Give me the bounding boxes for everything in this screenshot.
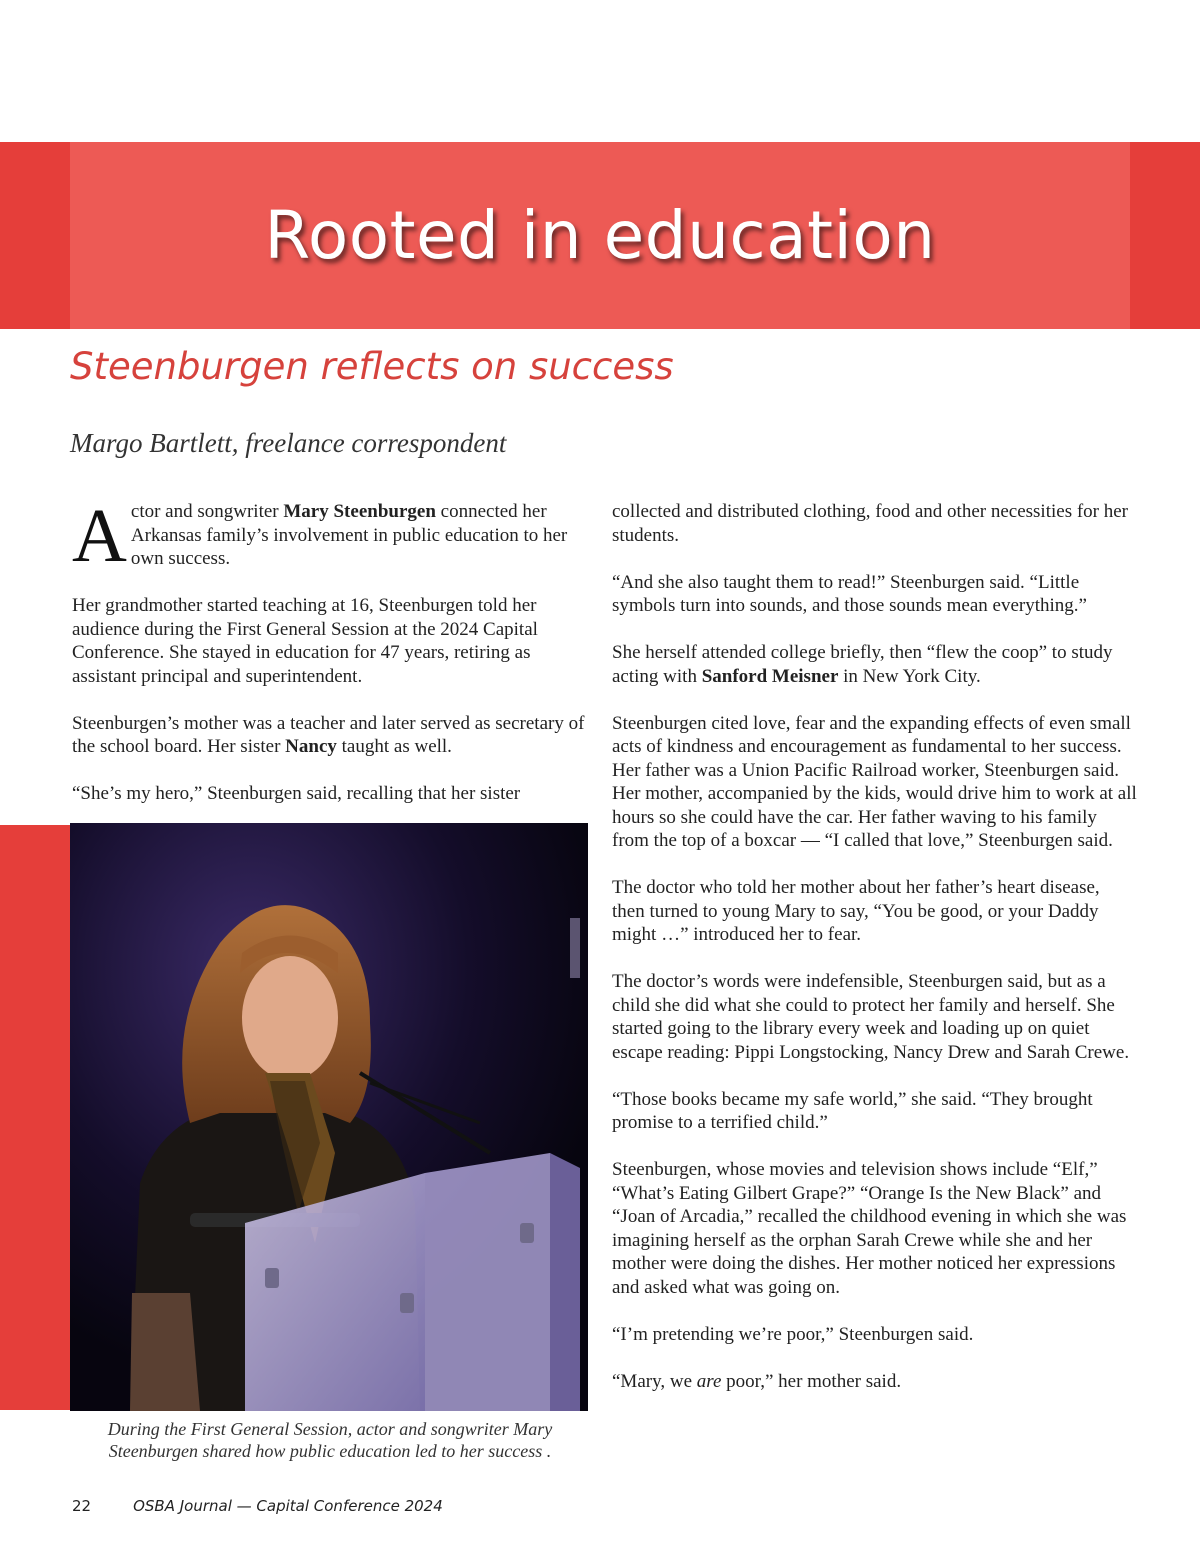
name-sanford-meisner: Sanford Meisner [701,665,839,687]
page-number: 22 [72,1497,92,1515]
name-mary-steenburgen: Mary Steenburgen [283,501,436,522]
paragraph-3: Steenburgen’s mother was a teacher and later served as secretary of the school board. Her sister Nancy taught as well. [72,712,585,757]
banner-edge-left [0,142,70,329]
paragraph-10: The doctor’s words were indefensible, Steenburgen said, but as a child she did what she could to protect her family and herself. She started going to the library every week and loading up on quiet escape reading: Pippi Longstocking, Nancy Drew and Sarah Crewe. [612,971,1130,1063]
article-column-left [72,494,592,829]
article-column-right [612,500,1137,1417]
paragraph-1: Actor and songwriter Mary Steenburgen connected her Arkansas family’s involvement in public education to her own success. [72,494,568,578]
paragraph-7: She herself attended college briefly, then “flew the coop” to study acting with Sanford Meisner in New York City. [612,642,1113,687]
paragraph-2: Her grandmother started teaching at 16, Steenburgen told her audience during the First General Session at the 2024 Capital Conference. She stayed in education for 47 years, retiring as assistant principal and superintendent. [72,595,538,687]
drop-cap: A [72,494,127,578]
speaker-photo [70,823,588,1411]
left-accent-bar [0,825,70,1410]
paragraph-14: “Mary, we are poor,” her mother said. [612,1370,902,1392]
page-footer [72,1497,443,1515]
name-nancy: Nancy [285,736,337,757]
page-title: Rooted in education [264,197,936,274]
paragraph-5: collected and distributed clothing, food and other necessities for her students. [612,501,1129,546]
publication-title: OSBA Journal — Capital Conference 2024 [133,1497,443,1515]
paragraph-9: The doctor who told her mother about her father’s heart disease, then turned to young Mary to say, “You be good, or your Daddy might …” introduced her to fear. [612,877,1100,945]
speaker-illustration [70,823,588,1411]
paragraph-8: Steenburgen cited love, fear and the expanding effects of even small acts of kindness and encouragement as fundamental to her success. Her father was a Union Pacific Railroad worker, Steenburgen said. Her mother, accompanied by the kids, would drive him to work at all hours so she could have the car. Her father waving to his family from the top of a boxcar — “I called that love,” Steenburgen said. [612,712,1137,851]
byline: Margo Bartlett, freelance correspondent [70,428,507,458]
emphasis-are: are [696,1370,722,1392]
paragraph-13: “I’m pretending we’re poor,” Steenburgen said. [612,1323,974,1345]
paragraph-4: “She’s my hero,” Steenburgen said, recalling that her sister [72,783,521,804]
banner-edge-right [1130,142,1200,329]
article-subtitle: Steenburgen reflects on success [70,345,674,388]
paragraph-11: “Those books became my safe world,” she said. “They brought promise to a terrified child.” [612,1088,1093,1133]
paragraph-6: “And she also taught them to read!” Steenburgen said. “Little symbols turn into sounds, and those sounds mean everything.” [612,571,1087,616]
paragraph-12: Steenburgen, whose movies and television shows include “Elf,” “What’s Eating Gilbert Grape?” “Orange Is the New Black” and “Joan of Arcadia,” recalled the childhood evening in which she was imagining herself as the orphan Sarah Crewe while she and her mother were doing the dishes. Her mother noticed her expressions and asked what was going on. [612,1159,1127,1298]
photo-caption: During the First General Session, actor and songwriter Mary Steenburgen shared how public education led to her success . [107,1419,553,1461]
